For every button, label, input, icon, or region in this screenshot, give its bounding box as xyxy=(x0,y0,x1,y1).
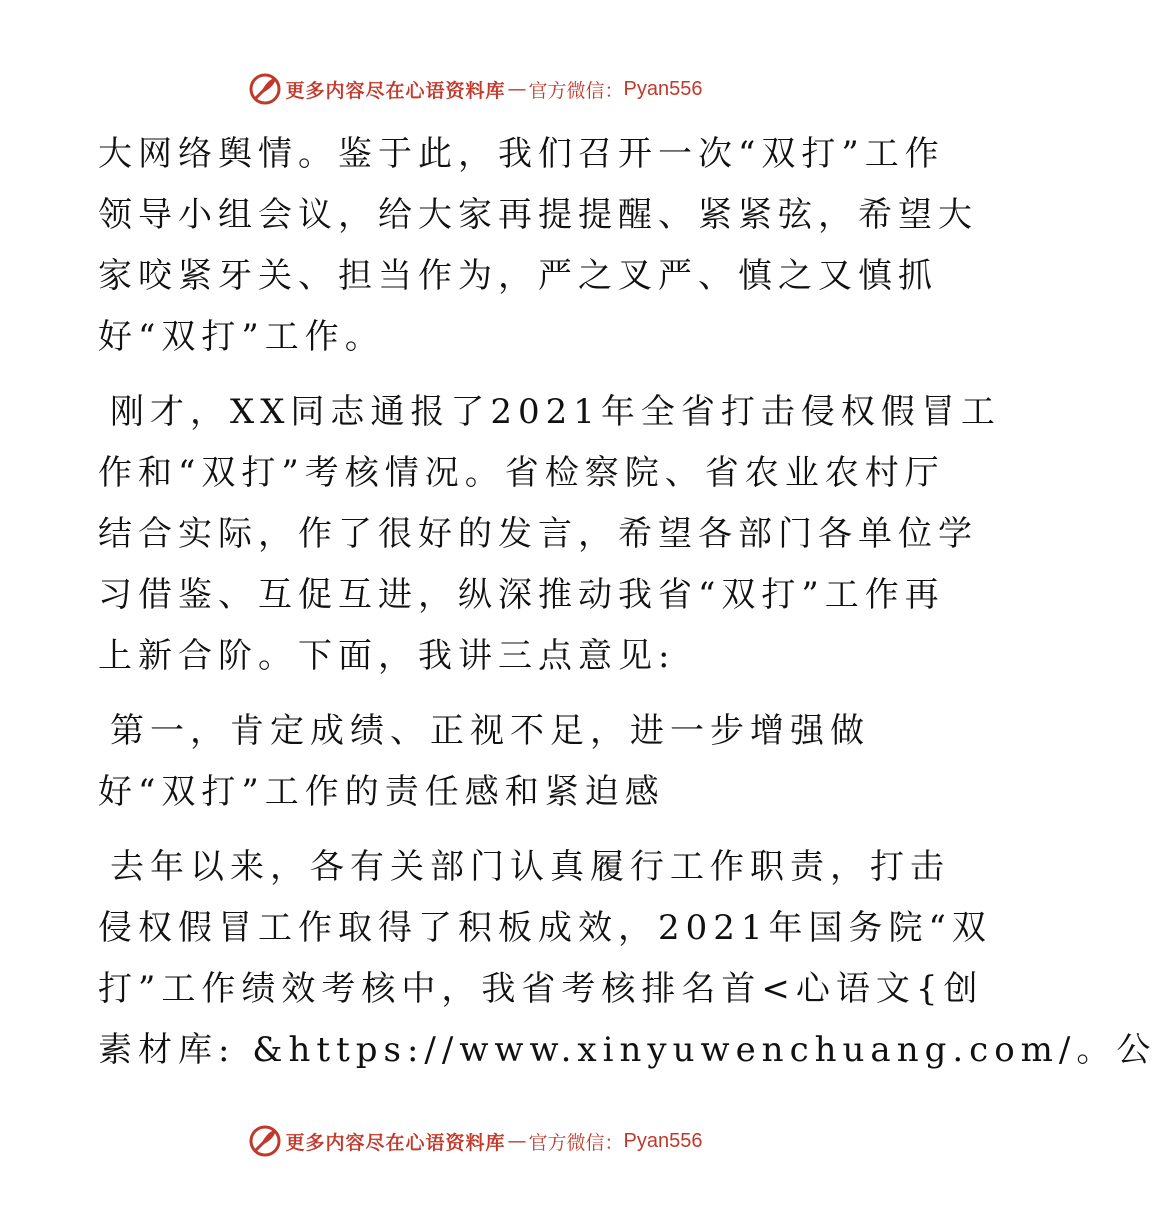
watermark-main-text: 更多内容尽在心语资料库 xyxy=(285,1131,506,1154)
text-line: 第一，肯定成绩、正视不足，进一步增强做 xyxy=(110,711,870,751)
text-line: 素材库: &https://www.xinyuwenchuang.com/。公 xyxy=(98,1030,1156,1070)
text-line: 侵权假冒工作取得了积板成效，2021年国务院“双 xyxy=(98,908,992,948)
paragraph-1 xyxy=(98,124,978,368)
text-line: 大网络舆情。鉴于此，我们召开一次“双打”工作 xyxy=(98,134,945,174)
watermark-wechat-id: Pyan556 xyxy=(623,1129,703,1152)
watermark-main-text: 更多内容尽在心语资料库 xyxy=(285,79,506,102)
text-line: 好“双打”工作。 xyxy=(98,317,385,357)
watermark-wechat-id: Pyan556 xyxy=(623,77,703,100)
text-line: 家咬紧牙关、担当作为，严之叉严、慎之又慎抓 xyxy=(98,256,938,296)
feather-logo-icon xyxy=(248,1124,282,1158)
text-line: 习借鉴、互促互进，纵深推动我省“双打”工作再 xyxy=(98,575,945,615)
text-line: 作和“双打”考核情况。省检察院、省农业农村厅 xyxy=(98,453,945,493)
text-line: 去年以来，各有关部门认真履行工作职责，打击 xyxy=(110,847,950,887)
watermark-dash: — xyxy=(507,1130,527,1152)
watermark-footer xyxy=(0,1124,950,1158)
watermark-dash: — xyxy=(507,78,527,100)
section-heading xyxy=(98,701,868,823)
watermark-sub-text: 官方微信： xyxy=(528,79,624,102)
text-line: 好“双打”工作的责任感和紧迫感 xyxy=(98,772,665,812)
text-line: 上新合阶。下面，我讲三点意见: xyxy=(98,636,676,676)
text-line: 打”工作绩效考核中，我省考核排名首<心语文{创 xyxy=(98,969,984,1009)
watermark-sub-text: 官方微信： xyxy=(528,1131,624,1154)
text-line: 领导小组会议，给大家再提提醒、紧紧弦，希望大 xyxy=(98,195,978,235)
paragraph-2 xyxy=(98,382,1001,687)
watermark-header xyxy=(0,72,950,106)
document-body xyxy=(98,124,1156,1095)
text-line: 结合实际，作了很好的发言，希望各部门各单位学 xyxy=(98,514,978,554)
text-line: 刚才，XX同志通报了2021年全省打击侵权假冒工 xyxy=(110,392,1001,432)
feather-logo-icon xyxy=(248,72,282,106)
paragraph-3 xyxy=(98,837,1156,1081)
